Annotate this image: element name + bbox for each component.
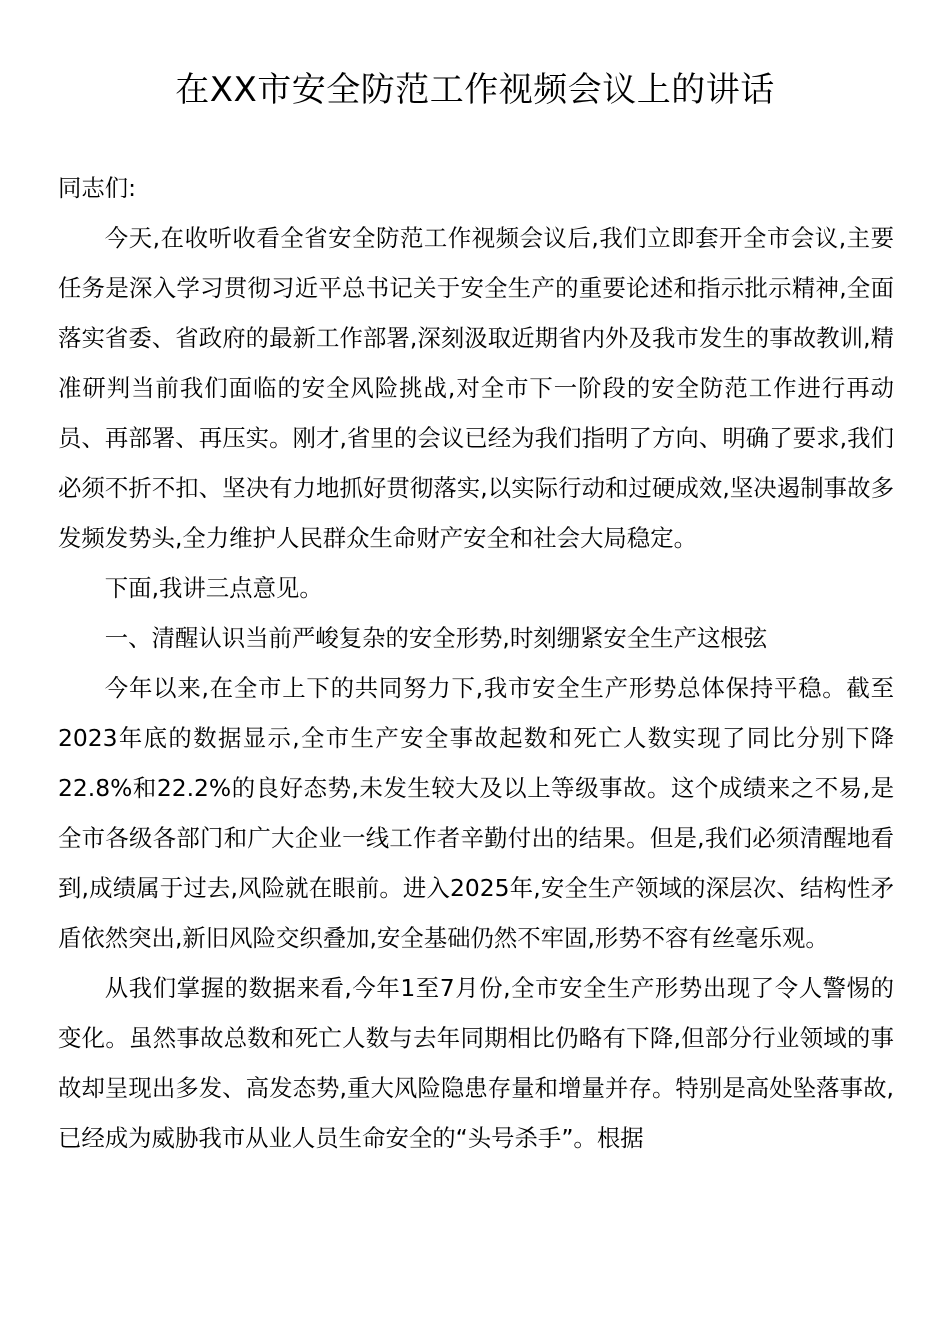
- paragraph-data: 从我们掌握的数据来看,今年1至7月份,全市安全生产形势出现了令人警惕的变化。虽然事故总数和死亡人数与去年同期相比仍略有下降,但部分行业领域的事故却呈现出多发、高发态势,重大风险隐患存量和增量并存。特别是高处坠落事故,已经成为威胁我市从业人员生命安全的“头号杀手”。根据: [58, 974, 894, 1152]
- paragraph-transition: 下面,我讲三点意见。: [104, 574, 323, 602]
- paragraph-situation: 今年以来,在全市上下的共同努力下,我市安全生产形势总体保持平稳。截至2023年底的数据显示,全市生产安全事故起数和死亡人数实现了同比分别下降22.8%和22.2%的良好态势,未发生较大及以上等级事故。这个成绩来之不易,是全市各级各部门和广大企业一线工作者辛勤付出的结果。但是,我们必须清醒地看到,成绩属于过去,风险就在眼前。进入2025年,安全生产领域的深层次、结构性矛盾依然突出,新旧风险交织叠加,安全基础仍然不牢固,形势不容有丝毫乐观。: [58, 674, 894, 952]
- section-heading-1: 一、清醒认识当前严峻复杂的安全形势,时刻绷紧安全生产这根弦: [104, 624, 768, 652]
- page-title: 在XX市安全防范工作视频会议上的讲话: [175, 70, 775, 110]
- document-body: [58, 163, 894, 1163]
- paragraph-intro: 今天,在收听收看全省安全防范工作视频会议后,我们立即套开全市会议,主要任务是深入学习贯彻习近平总书记关于安全生产的重要论述和指示批示精神,全面落实省委、省政府的最新工作部署,深刻汲取近期省内外及我市发生的事故教训,精准研判当前我们面临的安全风险挑战,对全市下一阶段的安全防范工作进行再动员、再部署、再压实。刚才,省里的会议已经为我们指明了方向、明确了要求,我们必须不折不扣、坚决有力地抓好贯彻落实,以实际行动和过硬成效,坚决遏制事故多发频发势头,全力维护人民群众生命财产安全和社会大局稳定。: [58, 224, 894, 552]
- greeting: 同志们:: [58, 174, 137, 202]
